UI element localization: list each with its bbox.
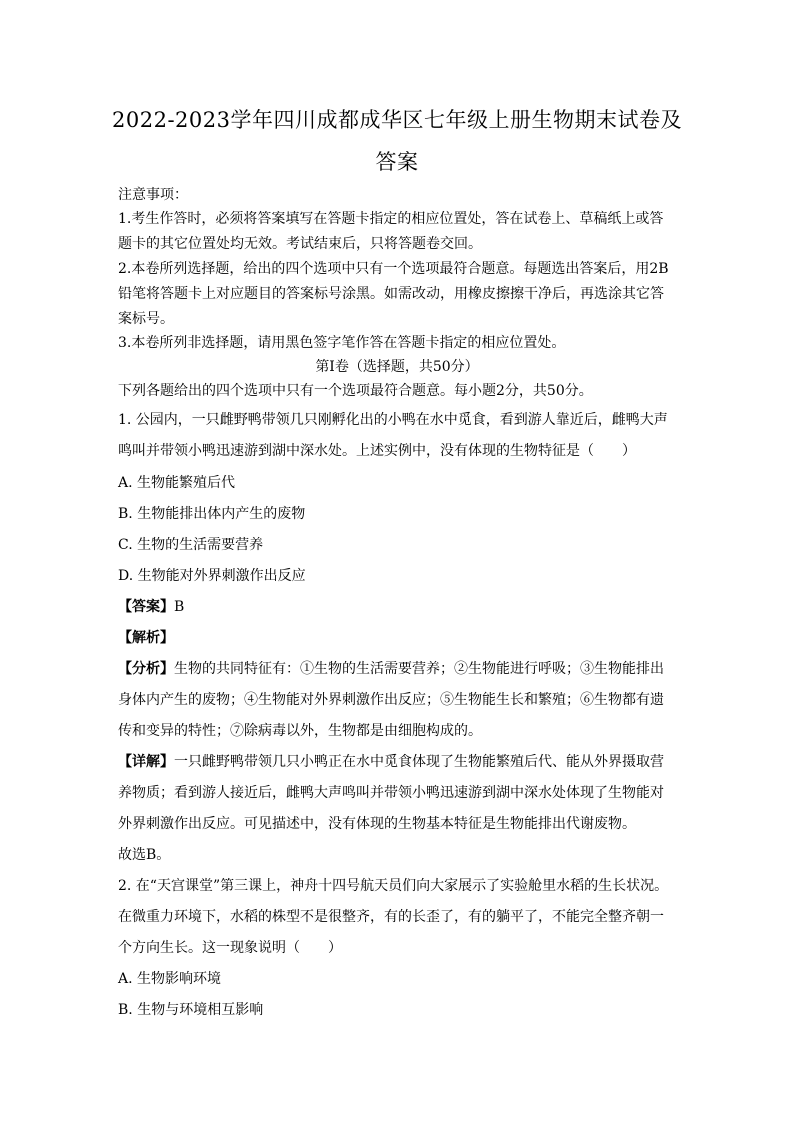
question-1-fenxi-line-2: 身体内产生的废物；④生物能对外界刺激作出反应；⑤生物能生长和繁殖；⑥生物都有遗	[118, 692, 664, 708]
question-1-option-a: A. 生物能繁殖后代	[118, 475, 236, 491]
section-intro: 下列各题给出的四个选项中只有一个选项最符合题意。每小题2分，共50分。	[118, 383, 593, 399]
question-1-option-b: B. 生物能排出体内产生的废物	[118, 506, 306, 522]
question-1-option-c: C. 生物的生活需要营养	[118, 537, 264, 553]
question-1-xiangjie-line-1	[118, 751, 698, 771]
question-1-answer	[118, 596, 698, 616]
question-2-stem-line-2: 在微重力环境下，水稻的株型不是很整齐，有的长歪了，有的躺平了，不能完全整齐朝一	[118, 909, 664, 925]
notice-item-1-line-2: 题卡的其它位置处均无效。考试结束后，只将答题卷交回。	[118, 236, 482, 252]
xiangjie-text-1: 一只雌野鸭带领几只小鸭正在水中觅食体现了生物能繁殖后代、能从外界摄取营	[174, 754, 664, 770]
answer-tag: 【答案】	[118, 599, 174, 615]
notice-item-2-line-3: 案标号。	[118, 311, 174, 327]
question-1-fenxi-line-3: 传和变异的特性；⑦除病毒以外，生物都是由细胞构成的。	[118, 723, 482, 739]
question-1-xiangjie-line-3: 外界刺激作出反应。可见描述中，没有体现的生物基本特征是生物能排出代谢废物。	[118, 816, 636, 832]
question-2-stem-line-1: 2. 在“天宫课堂”第三课上，神舟十四号航天员们向大家展示了实验舱里水稻的生长状况。	[118, 878, 669, 894]
question-1-conclusion: 故选B。	[118, 847, 171, 863]
notice-heading: 注意事项：	[118, 187, 188, 203]
notice-item-2-line-2: 铅笔将答题卡上对应题目的答案标号涂黑。如需改动，用橡皮擦擦干净后，再选涂其它答	[118, 286, 664, 302]
document-title-line-1: 2022-2023学年四川成都成华区七年级上册生物期末试卷及	[112, 108, 682, 132]
question-1-fenxi-line-1	[118, 658, 698, 678]
question-1-stem-line-1: 1. 公园内，一只雌野鸭带领几只刚孵化出的小鸭在水中觅食，看到游人靠近后，雌鸭大声	[118, 412, 668, 428]
question-2-stem-line-3: 个方向生长。这一现象说明（ ）	[118, 940, 342, 956]
notice-item-2-line-1: 2.本卷所列选择题，给出的四个选项中只有一个选项最符合题意。每题选出答案后，用2B	[118, 261, 669, 277]
question-2-option-a: A. 生物影响环境	[118, 971, 222, 987]
question-1-option-d: D. 生物能对外界刺激作出反应	[118, 568, 306, 584]
section-title: 第Ⅰ卷（选择题，共50分）	[315, 359, 479, 375]
notice-item-3: 3.本卷所列非选择题，请用黑色签字笔作答在答题卡指定的相应位置处。	[118, 335, 566, 351]
notice-item-1-line-1: 1.考生作答时，必须将答案填写在答题卡指定的相应位置处，答在试卷上、草稿纸上或答	[118, 211, 664, 227]
answer-value: B	[174, 599, 185, 615]
question-1-xiangjie-line-2: 养物质；看到游人接近后，雌鸭大声鸣叫并带领小鸭迅速游到湖中深水处体现了生物能对	[118, 785, 664, 801]
fenxi-tag: 【分析】	[118, 661, 174, 677]
xiangjie-tag: 【详解】	[118, 754, 174, 770]
fenxi-text-1: 生物的共同特征有：①生物的生活需要营养；②生物能进行呼吸；③生物能排出	[174, 661, 664, 677]
question-1-stem-line-2: 鸣叫并带领小鸭迅速游到湖中深水处。上述实例中，没有体现的生物特征是（ ）	[118, 443, 636, 459]
question-1-jiexi-tag: 【解析】	[118, 630, 174, 646]
document-title-line-2: 答案	[375, 150, 419, 174]
question-2-option-b: B. 生物与环境相互影响	[118, 1002, 264, 1018]
